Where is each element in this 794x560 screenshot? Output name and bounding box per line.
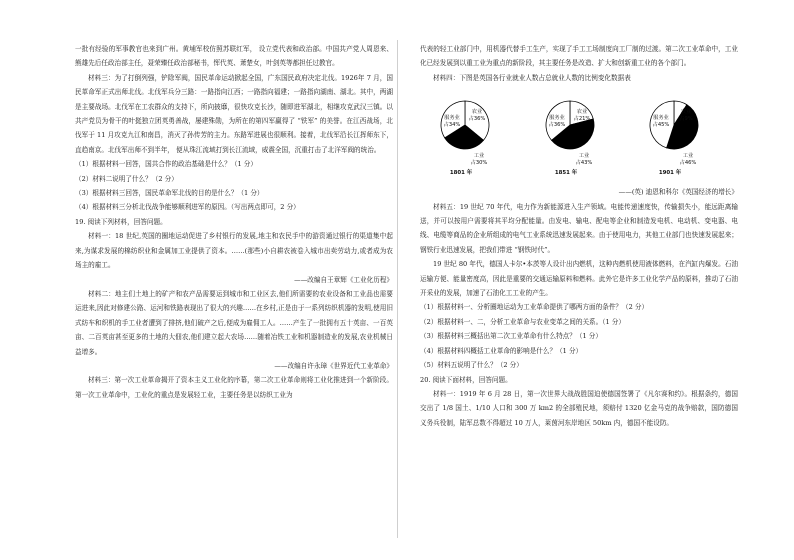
pie-year-2: 1901 年 xyxy=(658,170,682,177)
employment-pie-charts xyxy=(420,87,738,185)
question-1: （1）根据材料一回答，国共合作的政治基础是什么？（1 分） xyxy=(75,160,257,169)
pie-year-0: 1801 年 xyxy=(449,170,473,177)
pie-label-industry-2: 工业 xyxy=(682,153,694,160)
pie-label-industry-pct-0: 占30% xyxy=(470,160,488,167)
pie-label-farm-2: 农业 xyxy=(680,109,692,116)
question-3: （3）根据材料三回答，国民革命军北伐的目的是什么？（1 分） xyxy=(75,189,264,198)
material-4-title: 材料四：下图是英国各行业就业人数占总就业人数的比例变化数据表 xyxy=(433,73,631,82)
material-5-combustion: 19 世纪 80 年代，德国人卡尔•本茨等人设计出内燃机，这种内燃机使用液体燃料，在汽缸内爆发。石油运输方便、能量密度高，因此是重要的交通运输原料和燃料。此外它是许多工业化学产品的原料，推动了石油开采业的发展，加速了石油化工工业的产生。 xyxy=(420,260,738,298)
pie-label-service-0: 服务业 xyxy=(444,115,460,122)
source-citation-1: ——改编自王章辉《工业化历程》 xyxy=(294,275,393,284)
question-4: （4）根据材料三分析北伐战争能够顺利进军的原因。（写出两点即可，2 分） xyxy=(75,203,300,212)
pie-label-farm-0: 农业 xyxy=(471,109,483,116)
pie-label-farm-pct-2: 占9% xyxy=(679,116,693,123)
pie-label-industry-0: 工业 xyxy=(473,153,485,160)
question-19-5: （5）材料五说明了什么？（2 分） xyxy=(420,361,523,370)
source-citation-2: ——改编自许永璋《世界近代工业革命》 xyxy=(274,361,393,370)
question-19-4: （4）根据材料四概括工业革命的影响是什么？（1 分） xyxy=(420,346,583,355)
material-3-northern-expedition: 材料三：为了打倒列强，铲除军阀，国民革命运动掀起全国，广东国民政府决定北伐。1926年 7 月，国民革命军正式出师北伐。北伐军兵分三路：一路指向江西；一路指向福建；一路指向湖南、湖北。其中，两湖是主要战场。北伐军在工农群众的支持下，所向披靡，很快攻克长沙，随即进军湖北，相继攻克武汉三镇。以共产党员为骨干的叶挺独立团英勇善战，屡建殊勋，为所在的第四军赢得了 “铁军” 的美誉。在江西战场，北伐军于 11 月攻克九江和南昌，消灭了孙传芳的主力。东路军进展也很顺利。接着，北伐军沿长江挥师东下，直趋南京。北伐军出师不到半年， 便从珠江流域打到长江流域，威震全国，沉重打击了北洋军阀的统治。 xyxy=(75,73,393,154)
figure-source: ——(英) 迪恩和科尔《英国经济的增长》 xyxy=(618,188,738,197)
pie-year-1: 1851 年 xyxy=(554,170,578,177)
left-column xyxy=(75,42,393,402)
question-20-heading: 20. 阅读下面材料，回答问题。 xyxy=(420,375,512,384)
pie-label-farm-1: 农业 xyxy=(576,109,588,116)
pie-label-industry-1: 工业 xyxy=(578,153,590,160)
pie-label-service-pct-0: 占34% xyxy=(443,122,461,129)
question-2: （2）材料二说明了什么？（2 分） xyxy=(75,174,178,183)
pie-label-industry-pct-1: 占43% xyxy=(575,160,593,167)
pie-label-service-2: 服务业 xyxy=(653,115,669,122)
pie-label-farm-pct-0: 占36% xyxy=(468,116,486,123)
question-19-heading: 19. 阅读下列材料，回答问题。 xyxy=(75,217,167,226)
question-19-1: （1）根据材料一、分析圈地运动为工业革命提供了哪两方面的条件？（2 分） xyxy=(420,303,649,312)
pie-label-service-pct-1: 占36% xyxy=(548,122,566,129)
right-column xyxy=(420,42,738,430)
column-divider xyxy=(397,40,398,538)
material-1-versailles: 材料一：1919 年 6 月 28 日，第一次世界大战战胜国迫使德国签署了《凡尔赛和约》。根据条约，德国交出了 1/8 国土、1/10 人口和 300 万 km2 的全部殖民地，须赔付 1320 亿金马克的战争赔款，国防德国义务兵役制，陆军总数不得超过 10 万人，莱茵河东岸地区 50km 内，德国不能设防。 xyxy=(420,389,738,427)
material-3-industrial-revolution: 材料三：第一次工业革命揭开了资本主义工业化的序幕，第二次工业革命则将工业化推进到一个新阶段。第一次工业革命中，工业化的重点是发展轻工业，主要任务是以纺织工业为 xyxy=(75,376,393,399)
pie-label-service-pct-2: 占45% xyxy=(652,122,670,129)
question-19-3: （3）根据材料三概括出第二次工业革命有什么特点？（1 分） xyxy=(420,332,602,341)
material-2-agriculture: 材料二：地主们土地上的矿产和农产品需要运到城市和工业区去,他们所需要的农业设备和工业品也需要运进来,因此对修建公路、运河和铁路表现出了很大的兴趣……在乡村,正是由于一系列纺织机器的发明,使用旧式纺车和织机的手工业者遭到了排挤,他们破产之后,便成为雇佣工人。……产生了一批拥有五十英亩、一百英亩、二百英亩甚至更多的土地的大佃农,他们建立起大农场……随着冶铁工业和机器制造业的发展,农业机械日益增多。 xyxy=(75,289,393,356)
intro-paragraph: 一批有经验的军事教官也来到广州。黄埔军校仿照苏联红军， 设立党代表和政治部。中国共产党人周恩来、熊雄先后任政治部主任，聂荣臻任政治部秘书，恽代英、萧楚女，叶剑英等都担任过教官。 xyxy=(75,45,393,68)
pie-label-farm-pct-1: 占21% xyxy=(573,116,591,123)
pie-label-industry-pct-2: 占46% xyxy=(679,160,697,167)
pie-chart-figure xyxy=(420,87,738,185)
material-5-electricity: 材料五：19 世纪 70 年代，电力作为新能源进入生产领域。电能传递速度快，传输损失小，能远距离输送，并可以按用户需要将其平均分配能量。由发电、输电、配电等企业和制造发电机、电动机、变电器、电线、电缆等商品的企业所组成的电气工业系统迅速发展起来。由于使用电力，其他工业部门也快速发展起来；钢铁行业迅速发展，把我们带进 “钢铁时代”。 xyxy=(420,202,738,254)
question-19-2: （2）根据材料一、二，分析工业革命与农业变革之间的关系。（1 分） xyxy=(420,317,625,326)
pie-label-service-1: 服务业 xyxy=(549,115,565,122)
continued-paragraph: 代表的轻工业部门中，用机器代替手工生产，实现了手工工场制度向工厂制的过渡。第二次工业革命中，工业化已经发展到以重工业为重点的新阶段，其主要任务是改造、扩大和创新重工业的各个部门。 xyxy=(420,45,738,68)
material-1-enclosure: 材料一：18 世纪,英国的圈地运动促进了乡村银行的发展,地主和农民手中的游资通过银行的渠道集中起来,为谋求发展的棉纺织业和金属加工业提供了资本。……(那些)小自耕农被卷入城市出卖劳动力,或者成为农场主的雇工。 xyxy=(75,232,393,270)
